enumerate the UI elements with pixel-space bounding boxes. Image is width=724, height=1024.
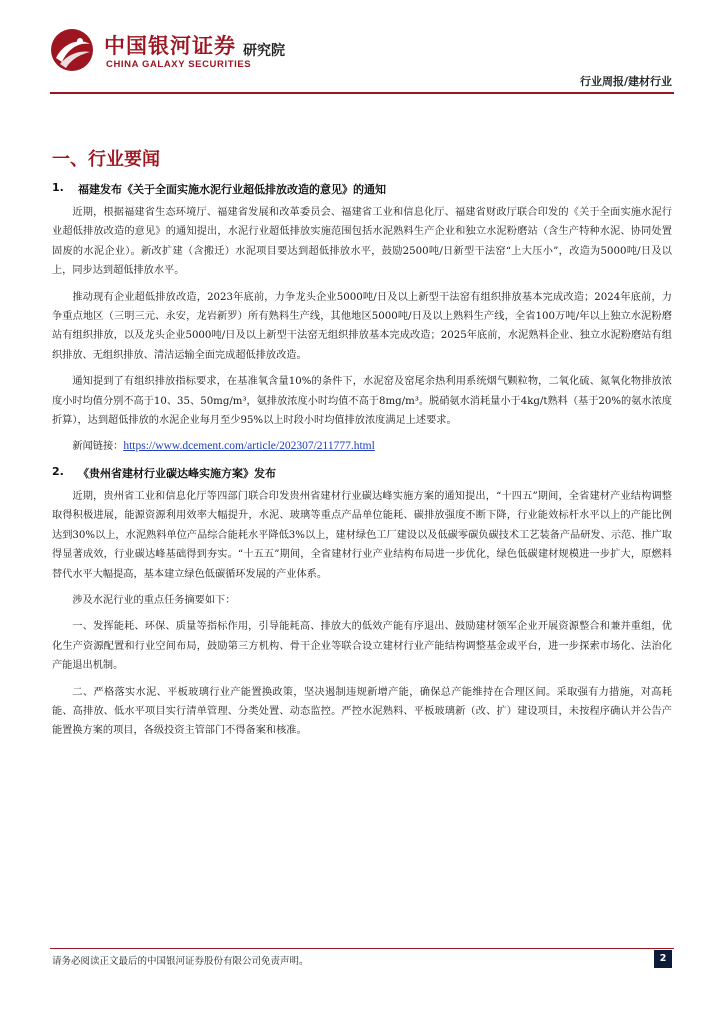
main-content <box>52 145 672 748</box>
news-link-line <box>52 437 672 456</box>
news-item-title <box>52 465 672 481</box>
china-galaxy-logo-icon <box>50 28 94 72</box>
news-item-number: 1. <box>52 181 64 194</box>
news-item-title <box>52 181 672 197</box>
news-item-heading: 《贵州省建材行业碳达峰实施方案》发布 <box>78 466 276 480</box>
section-title: 一、行业要闻 <box>52 149 160 170</box>
report-type-label: 行业周报/建材行业 <box>579 75 672 88</box>
paragraph: 推动现有企业超低排放改造，2023年底前，力争龙头企业5000吨/日及以上新型干法窑有组织排放基本完成改造；2024年底前，力争重点地区（三明三元、永安，龙岩新罗）所有熟料生产线，其他地区5000吨/日及以上熟料生产线，全省100万吨/年以上独立水泥粉磨站有组织排放，以及龙头企业5000吨/日及以上新型干法窑无组织排放基本完成改造；2025年底前，水泥熟料企业、独立水泥粉磨站有组织排放、无组织排放、清洁运输全面完成超低排放改造。 <box>52 291 672 361</box>
news-link[interactable]: https://www.dcement.com/article/202307/211777.html <box>123 440 375 453</box>
paragraph: 涉及水泥行业的重点任务摘要如下： <box>72 594 236 606</box>
paragraph: 一、发挥能耗、环保、质量等指标作用，引导能耗高、排放大的低效产能有序退出、鼓励建材领军企业开展资源整合和兼并重组，优化生产资源配置和行业空间布局，鼓励第三方机构、骨干企业等联合设立建材行业产能结构调整基金或平台，进一步探索市场化、法治化产能退出机制。 <box>52 621 672 672</box>
paragraph: 通知提到了有组织排放指标要求，在基准氧含量10%的条件下，水泥窑及窑尾余热利用系统烟气颗粒物，二氧化硫、氮氧化物排放浓度小时均值分别不高于10、35、50mg/m³，氨排放浓度小时均值不高于8mg/m³。脱硝氨水消耗量小于4kg/t熟料（基于20%的氨水浓度折算），达到超低排放的水泥企业每月至少95%以上时段小时均值排放浓度满足上述要求。 <box>52 376 672 427</box>
paragraph: 近期，根据福建省生态环境厅、福建省发展和改革委员会、福建省工业和信息化厅、福建省财政厅联合印发的《关于全面实施水泥行业超低排放改造的意见》的通知提出，水泥行业超低排放实施范围包括水泥熟料生产企业和独立水泥粉磨站（含生产特种水泥、协同处置固废的水泥企业）。新改扩建（含搬迁）水泥项目要达到超低排放水平，鼓励2500吨/日新型干法窑“上大压小”，改造为5000吨/日及以上，同步达到超低排放水平。 <box>52 207 672 277</box>
brand-name-cn: 中国银河证券 <box>104 34 236 58</box>
news-item-number: 2. <box>52 464 64 478</box>
header-divider <box>50 92 674 94</box>
news-item-heading: 福建发布《关于全面实施水泥行业超低排放改造的意见》的通知 <box>78 183 386 196</box>
paragraph: 近期，贵州省工业和信息化厅等四部门联合印发贵州省建材行业碳达峰实施方案的通知提出，“十四五”期间，全省建材产业结构调整取得积极进展，能源资源利用效率大幅提升，水泥、玻璃等重点产品单位能耗、碳排放强度不断下降，行业能效标杆水平以上的产能比例达到30%以上，水泥熟料单位产品综合能耗水平降低3%以上，建材绿色工厂建设以及低碳零碳负碳技术工艺装备产品研发、示范、推广取得显著成效，行业碳达峰基础得到夯实。“十五五”期间，全省建材行业产业结构布局进一步优化，绿色低碳建材规模进一步扩大，原燃料替代水平大幅提高，基本建立绿色低碳循环发展的产业体系。 <box>52 490 672 580</box>
brand-name-en: CHINA GALAXY SECURITIES <box>106 59 252 70</box>
news-link-prefix: 新闻链接： <box>72 441 124 453</box>
brand-subtitle: 研究院 <box>243 43 285 59</box>
paragraph: 二、严格落实水泥、平板玻璃行业产能置换政策，坚决遏制违规新增产能，确保总产能维持在合理区间。采取强有力措施，对高耗能、高排放、低水平项目实行清单管理、分类处置、动态监控。严控水泥熟料、平板玻璃新（改、扩）建设项目，未按程序确认并公告产能置换方案的项目，各级投资主管部门不得备案和核准。 <box>52 686 672 737</box>
page-number: 2 <box>654 950 672 968</box>
footer-disclaimer: 请务必阅读正文最后的中国银河证券股份有限公司免责声明。 <box>52 956 309 967</box>
footer-divider <box>50 948 674 949</box>
page-header <box>0 0 724 95</box>
